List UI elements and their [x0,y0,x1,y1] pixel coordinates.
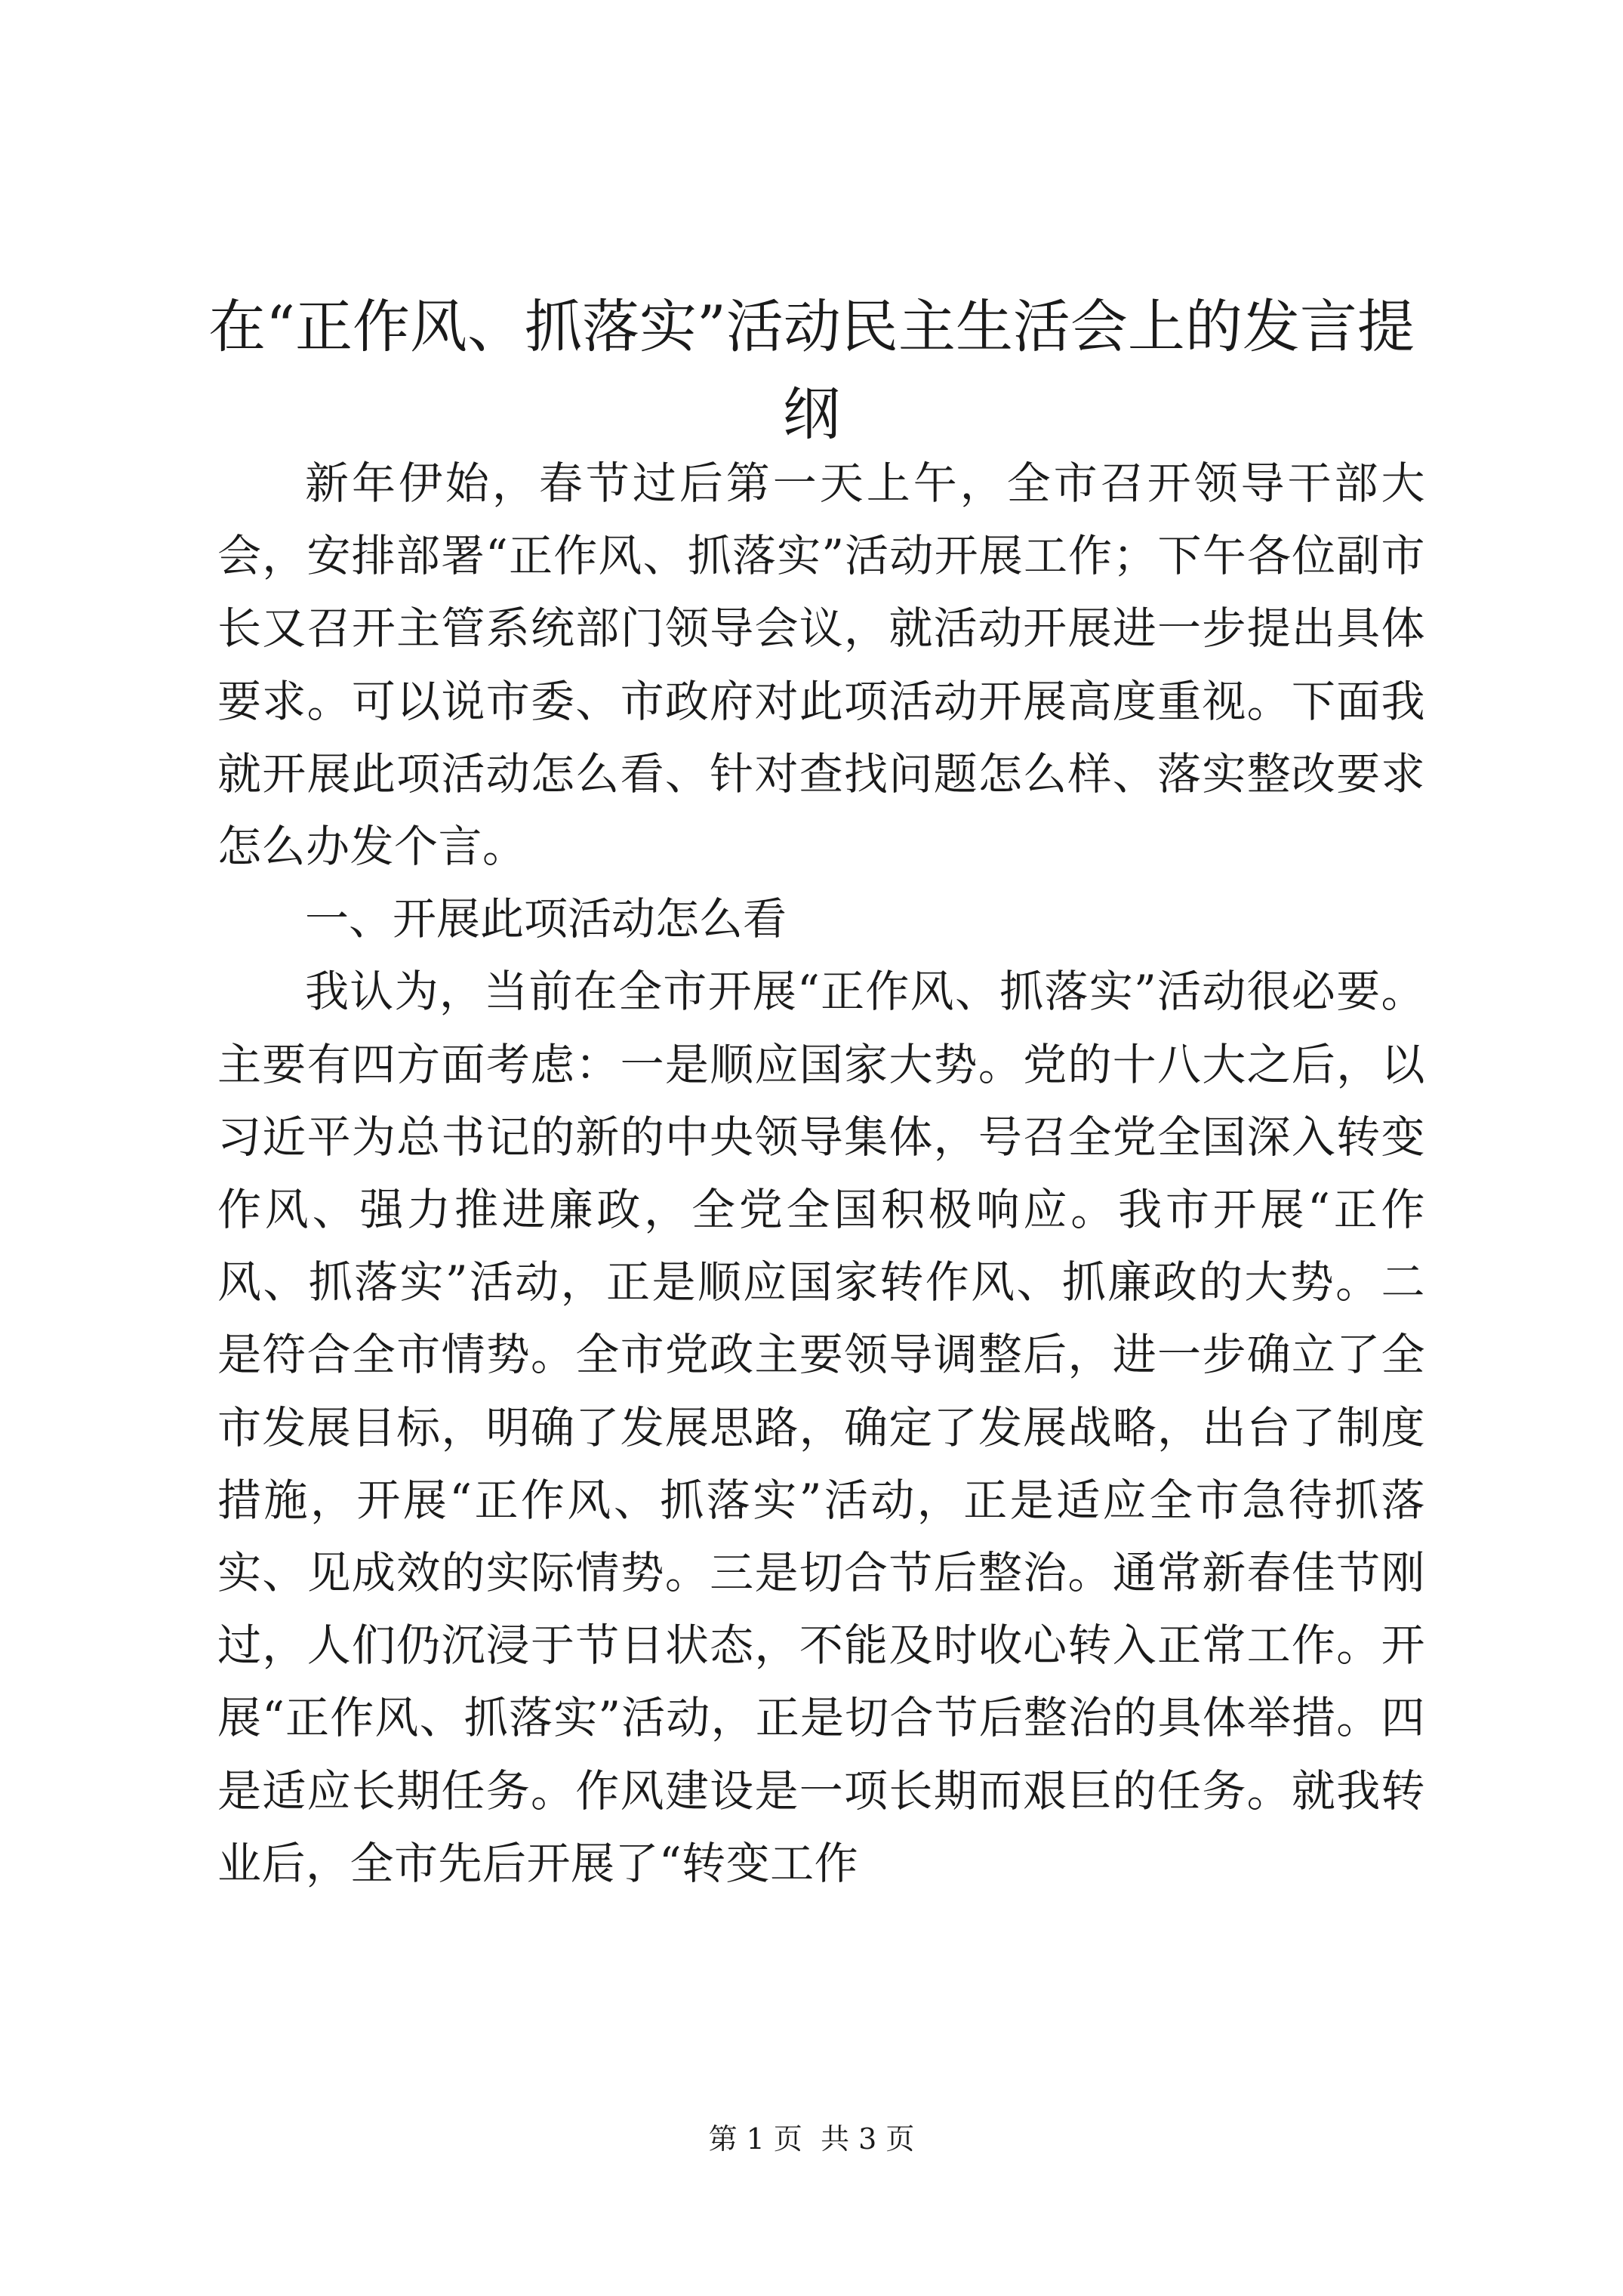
document-body [217,447,1425,1900]
page-number: 第 1 页 共 3 页 [708,2122,915,2156]
document-title: 在“正作风、抓落实”活动民主生活会上的发言提纲 [208,293,1415,448]
page-footer [0,2120,1623,2158]
section-paragraph: 我认为，当前在全市开展“正作风、抓落实”活动很必要。主要有四方面考虑：一是顺应国家大势。党的十八大之后，以习近平为总书记的新的中央领导集体，号召全党全国深入转变作风、强力推进廉政，全党全国积极响应。我市开展“正作风、抓落实”活动，正是顺应国家转作风、抓廉政的大势。二是符合全市情势。全市党政主要领导调整后，进一步确立了全市发展目标，明确了发展思路，确定了发展战略，出台了制度措施，开展“正作风、抓落实”活动，正是适应全市急待抓落实、见成效的实际情势。三是切合节后整治。通常新春佳节刚过，人们仍沉浸于节日状态，不能及时收心转入正常工作。开展“正作风、抓落实”活动，正是切合节后整治的具体举措。四是适应长期任务。作风建设是一项长期而艰巨的任务。就我转业后，全市先后开展了“转变工作 [217,966,1425,1889]
intro-paragraph: 新年伊始，春节过后第一天上午，全市召开领导干部大会，安排部署“正作风、抓落实”活动开展工作；下午各位副市长又召开主管系统部门领导会议，就活动开展进一步提出具体要求。可以说市委、市政府对此项活动开展高度重视。下面我就开展此项活动怎么看、针对查找问题怎么样、落实整改要求怎么办发个言。 [217,458,1425,873]
section-heading: 一、开展此项活动怎么看 [305,893,787,945]
